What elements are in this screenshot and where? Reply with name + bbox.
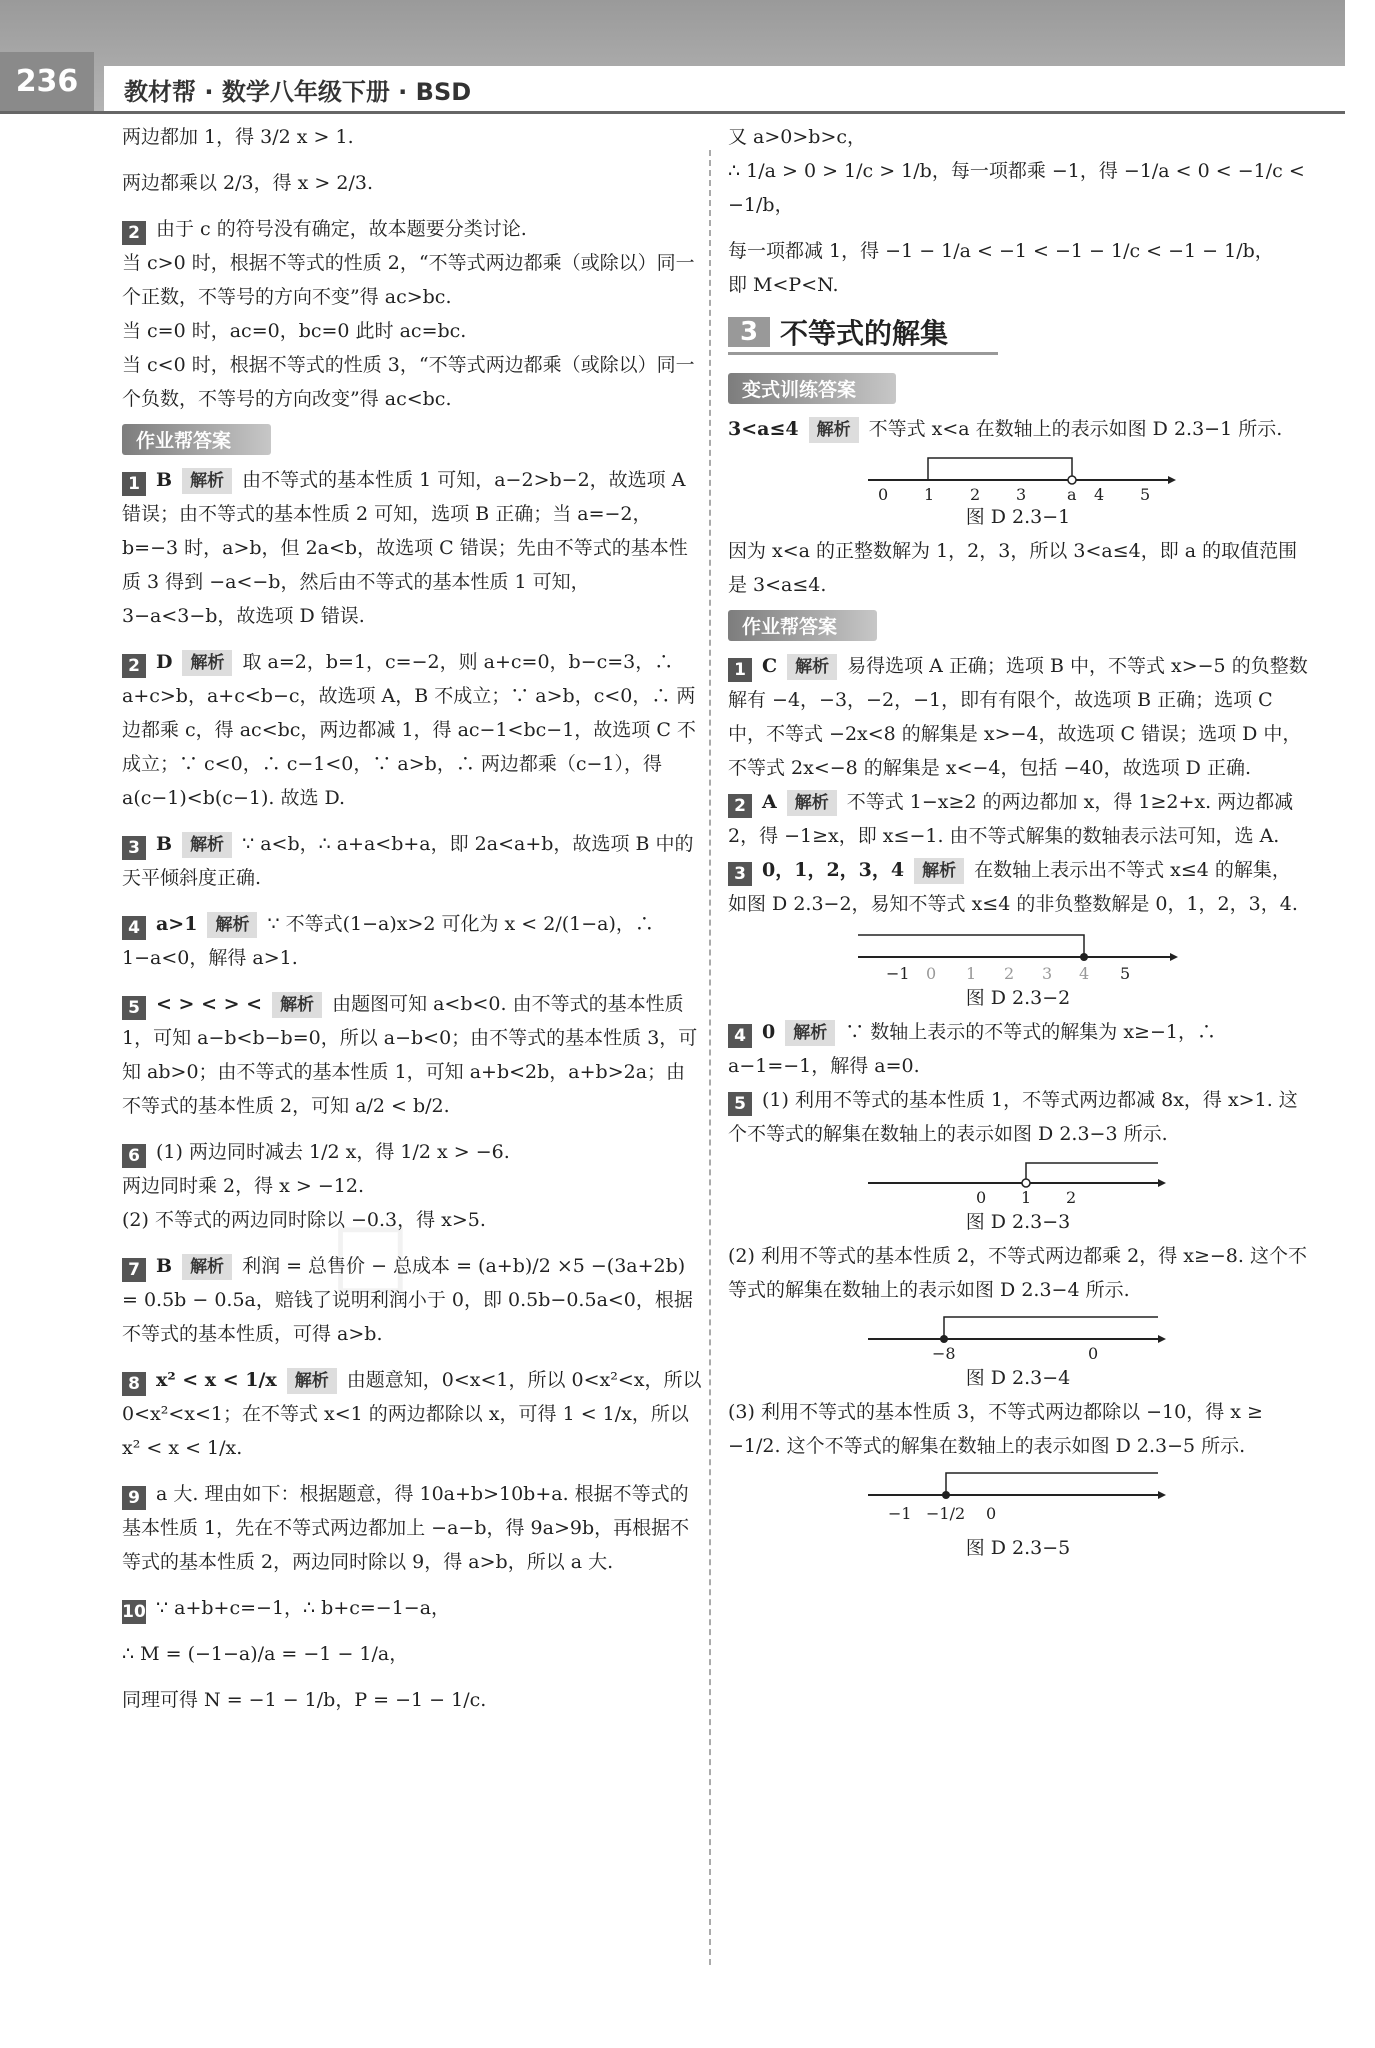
tick-label: 0 (878, 485, 889, 500)
hw-answer-4: 4 0 解析 ∵ 数轴上表示的不等式的解集为 x≥−1，∴ a−1=−1，解得 a=0. (728, 1021, 1216, 1077)
tick-label: 1 (924, 485, 935, 500)
variant-answer-1-after: 因为 x<a 的正整数解为 1，2，3，所以 3<a≤4，即 a 的取值范围是 3<a≤4. (728, 540, 1298, 596)
item-number: 2 (122, 221, 146, 245)
tick-label: 2 (1004, 964, 1015, 981)
answer-q3: 3 B 解析 ∵ a<b，∴ a+a<b+a，即 2a<a+b，故选项 B 中的天平倾斜度正确. (122, 833, 694, 889)
tick-label: 5 (1120, 964, 1131, 981)
number-line-figure-3 (858, 1155, 1178, 1205)
tick-label: 2 (970, 485, 981, 500)
tick-label: 0 (986, 1504, 997, 1523)
answer-q2: 2 D 解析 取 a=2，b=1，c=−2，则 a+c=0，b−c=3，∴ a+c>b，a+c<b−c，故选项 A，B 不成立；∵ a>b，c<0，∴ 两边都乘 c，得 ac<bc，两边都减 1，得 ac−1<bc−1，故选项 C 不成立；∵ c<0，∴ c−1<0，∵ a>b，∴ 两边都乘（c−1），得 a(c−1)<b(c−1). 故选 D. (122, 651, 696, 809)
answer-q1: 1 B 解析 由不等式的基本性质 1 可知，a−2>b−2，故选项 A 错误；由不等式的基本性质 2 可知，选项 B 正确；当 a=−2，b=−3 时，a>b，但 2a<b，故选项 C 错误；先由不等式的基本性质 3 得到 −a<−b，然后由不等式的基本性质 1 可知，3−a<3−b，故选项 D 错误. (122, 469, 688, 627)
tick-label: 2 (1066, 1188, 1077, 1205)
figure-caption-4: 图 D 2.3−4 (965, 1367, 1071, 1389)
tick-label: 0 (926, 964, 937, 981)
item2-line-3: 当 c=0 时，ac=0，bc=0 此时 ac=bc. (122, 320, 467, 342)
item2-line-4: 当 c<0 时，根据不等式的性质 3，“不等式两边都乘（或除以）同一个负数，不等号的方向改变”得 ac<bc. (122, 354, 695, 410)
figure-caption-5: 图 D 2.3−5 (965, 1537, 1071, 1559)
item2-line-2: 当 c>0 时，根据不等式的性质 2，“不等式两边都乘（或除以）同一个正数，不等号的方向不变”得 ac>bc. (122, 252, 695, 308)
number-line-figure-1 (858, 450, 1178, 500)
tick-label: 5 (1140, 485, 1151, 500)
answer-q8: 8 x² < x < 1/x 解析 由题意知，0<x<1，所以 0<x²<x，所以 0<x²<x<1；在不等式 x<1 的两边都除以 x，可得 1 < 1/x，所以 x² < x < 1/x. (122, 1369, 702, 1459)
tick-label: 3 (1016, 485, 1027, 500)
column-divider (709, 150, 711, 1965)
tick-label: −1 (888, 1504, 912, 1523)
number-line-figure-5 (858, 1467, 1178, 1531)
watermark: ☐ (330, 1210, 411, 1315)
tick-label: a (1067, 485, 1077, 500)
answer-q6-line-2: 两边同时乘 2，得 x > −12. (122, 1175, 365, 1197)
hw-answer-3: 3 0，1，2，3，4 解析 在数轴上表示出不等式 x≤4 的解集，如图 D 2.3−2，易知不等式 x≤4 的非负整数解是 0，1，2，3，4. (728, 859, 1298, 915)
answer-q10-line-3: 同理可得 N = −1 − 1/b，P = −1 − 1/c. (122, 1689, 487, 1711)
figure-caption-2: 图 D 2.3−2 (965, 987, 1071, 1009)
number-line-figure-2 (848, 925, 1188, 981)
number-line-figure-4 (858, 1311, 1178, 1361)
variant-answer-1: 3<a≤4 解析 不等式 x<a 在数轴上的表示如图 D 2.3−1 所示. (728, 412, 1308, 446)
analysis-tag: 解析 (182, 468, 232, 494)
section-heading (728, 312, 998, 355)
left-line-2: 两边都乘以 2/3，得 x > 2/3. (122, 172, 373, 194)
answer-q6: 6 (1) 两边同时减去 1/2 x，得 1/2 x > −6. (122, 1135, 702, 1169)
tick-label: −8 (932, 1344, 956, 1361)
answer-q5: 5 < > < > < 解析 由题图可知 a<b<0. 由不等式的基本性质 1，可知 a−b<b−b=0，所以 a−b<0；由不等式的基本性质 3，可知 ab>0；由不等式的基本性质 1，可知 a+b<2b，a+b>2a；由不等式的基本性质 2，可知 a/2 < b/2. (122, 993, 698, 1117)
right-line-4: 即 M<P<N. (728, 274, 839, 296)
header-divider (0, 111, 1345, 114)
figure-caption-1: 图 D 2.3−1 (965, 506, 1071, 528)
tick-label: 4 (1094, 485, 1105, 500)
tick-label: −1/2 (926, 1504, 966, 1523)
hw-answer-5-part-2: (2) 利用不等式的基本性质 2，不等式两边都乘 2，得 x≥−8. 这个不等式的解集在数轴上的表示如图 D 2.3−4 所示. (728, 1245, 1307, 1301)
right-line-1: 又 a>0>b>c， (728, 126, 867, 148)
left-column (122, 120, 702, 1717)
tick-label: −1 (886, 964, 910, 981)
variant-answers-banner: 变式训练答案 (728, 373, 896, 404)
tick-label: 1 (1021, 1188, 1032, 1205)
page-number: 236 (0, 52, 94, 112)
section-title: 不等式的解集 (780, 317, 949, 350)
answer-q7: 7 B 解析 利润 = 总售价 − 总成本 = (a+b)/2 ×5 −(3a+2b) = 0.5b − 0.5a，赔钱了说明利润小于 0，即 0.5b−0.5a<0，根据不等式的基本性质，可得 a>b. (122, 1255, 693, 1345)
page-header (0, 0, 1345, 112)
homework-answers-banner-right: 作业帮答案 (728, 610, 877, 641)
answer-q10: 10 ∵ a+b+c=−1，∴ b+c=−1−a， (122, 1597, 451, 1622)
right-column (728, 120, 1308, 1565)
tick-label: 1 (966, 964, 977, 981)
answer-q4: 4 a>1 解析 ∵ 不等式(1−a)x>2 可化为 x < 2/(1−a)，∴ 1−a<0，解得 a>1. (122, 913, 654, 969)
tick-label: 0 (976, 1188, 987, 1205)
hw-answer-5-part-3: (3) 利用不等式的基本性质 3，不等式两边都除以 −10，得 x ≥ −1/2. 这个不等式的解集在数轴上的表示如图 D 2.3−5 所示. (728, 1401, 1263, 1457)
tick-label: 3 (1042, 964, 1053, 981)
figure-caption-3: 图 D 2.3−3 (965, 1211, 1071, 1233)
answer-q10-line-2: ∴ M = (−1−a)/a = −1 − 1/a， (122, 1643, 409, 1665)
tick-label: 4 (1079, 964, 1090, 981)
left-line-1: 两边都加 1，得 3/2 x > 1. (122, 126, 354, 148)
section-number: 3 (728, 317, 770, 347)
answer-q9: 9 a 大. 理由如下：根据题意，得 10a+b>10b+a. 根据不等式的基本性质 1，先在不等式两边都加上 −a−b，得 9a>9b，再根据不等式的基本性质 2，两边同时除以 9，得 a>b，所以 a 大. (122, 1483, 690, 1573)
right-line-3: 每一项都减 1，得 −1 − 1/a < −1 < −1 − 1/c < −1 − 1/b， (728, 240, 1274, 262)
right-line-2: ∴ 1/a > 0 > 1/c > 1/b，每一项都乘 −1，得 −1/a < 0 < −1/c < −1/b， (728, 160, 1305, 216)
item2-line-1: 2 由于 c 的符号没有确定，故本题要分类讨论. (122, 212, 702, 246)
hw-answer-5-part-1: 5 (1) 利用不等式的基本性质 1，不等式两边都减 8x，得 x>1. 这个不等式的解集在数轴上的表示如图 D 2.3−3 所示. (728, 1089, 1298, 1145)
book-title: 教材帮 · 数学八年级下册 · BSD (124, 78, 472, 106)
answer-q6-line-3: (2) 不等式的两边同时除以 −0.3，得 x>5. (122, 1209, 486, 1231)
homework-answers-banner: 作业帮答案 (122, 424, 271, 455)
hw-answer-2: 2 A 解析 不等式 1−x≥2 的两边都加 x，得 1≥2+x. 两边都减 2，得 −1≥x，即 x≤−1. 由不等式解集的数轴表示法可知，选 A. (728, 791, 1294, 847)
tick-label: 0 (1088, 1344, 1099, 1361)
hw-answer-1: 1 C 解析 易得选项 A 正确；选项 B 中，不等式 x>−5 的负整数解有 −4，−3，−2，−1，即有有限个，故选项 B 正确；选项 C 中，不等式 −2x<8 的解集是 x>−4，故选项 C 错误；选项 D 中，不等式 2x<−8 的解集是 x<−4，包括 −40，故选项 D 正确. (728, 655, 1308, 779)
